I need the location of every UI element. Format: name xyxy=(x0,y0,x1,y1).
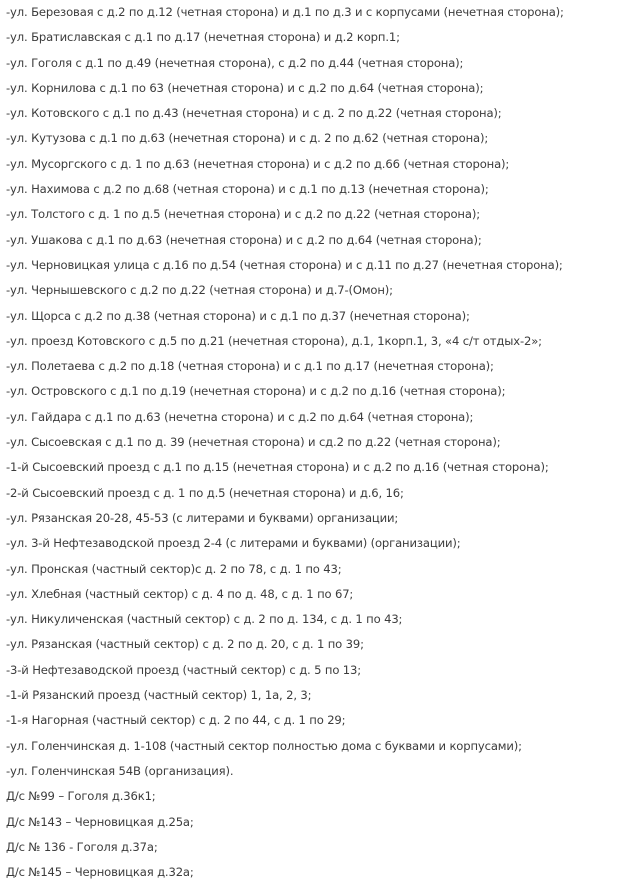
list-item: -ул. Хлебная (частный сектор) с д. 4 по д. 48, с д. 1 по 67; xyxy=(6,586,354,601)
list-item: -1-я Нагорная (частный сектор) с д. 2 по 44, с д. 1 по 29; xyxy=(6,713,346,728)
list-item: -ул. Сысоевская с д.1 по д. 39 (нечетная сторона) и сд.2 по д.22 (четная сторона); xyxy=(6,435,501,450)
list-item: -ул. Голенчинская 54В (организация). xyxy=(6,763,234,778)
list-item: -ул. Братиславская с д.1 по д.17 (нечетная сторона) и д.2 корп.1; xyxy=(6,30,400,45)
list-item: -ул. Нахимова с д.2 по д.68 (четная сторона) и с д.1 по д.13 (нечетная сторона); xyxy=(6,182,489,197)
list-item: -1-й Сысоевский проезд с д.1 по д.15 (нечетная сторона) и с д.2 по д.16 (четная сторона); xyxy=(6,460,549,475)
list-item: -ул. Корнилова с д.1 по 63 (нечетная сторона) и с д.2 по д.64 (четная сторона); xyxy=(6,80,484,95)
list-item: -ул. Мусоргского с д. 1 по д.63 (нечетная сторона) и с д.2 по д.66 (четная сторона); xyxy=(6,156,510,171)
list-item: -ул. Ушакова с д.1 по д.63 (нечетная сторона) и с д.2 по д.64 (четная сторона); xyxy=(6,232,482,247)
kindergarten-item: Д/с №99 – Гоголя д.36к1; xyxy=(6,789,156,804)
list-item: -1-й Рязанский проезд (частный сектор) 1, 1а, 2, 3; xyxy=(6,688,312,703)
list-item: -ул. Березовая с д.2 по д.12 (четная сторона) и д.1 по д.3 и с корпусами (нечетная сторона); xyxy=(6,5,564,19)
list-item: -ул. Гайдара с д.1 по д.63 (нечетна сторона) и с д.2 по д.64 (четная сторона); xyxy=(6,409,474,424)
kindergarten-item: Д/с № 136 - Гоголя д.37а; xyxy=(6,839,158,854)
list-item: -ул. Голенчинская д. 1-108 (частный сектор полностью дома с буквами и корпусами); xyxy=(6,738,522,753)
list-item: -ул. Полетаева с д.2 по д.18 (четная сторона) и с д.1 по д.17 (нечетная сторона); xyxy=(6,359,494,374)
list-item: -3-й Нефтезаводской проезд (частный сектор) с д. 5 по 13; xyxy=(6,662,362,677)
list-item: -ул. Пронская (частный сектор)с д. 2 по 78, с д. 1 по 43; xyxy=(6,561,342,576)
list-item: -ул. проезд Котовского с д.5 по д.21 (нечетная сторона), д.1, 1корп.1, 3, «4 с/т отдых-2»; xyxy=(6,333,542,348)
list-item: -ул. Щорса с д.2 по д.38 (четная сторона) и с д.1 по д.37 (нечетная сторона); xyxy=(6,308,470,323)
list-item: -ул. Гоголя с д.1 по д.49 (нечетная сторона), с д.2 по д.44 (четная сторона); xyxy=(6,55,464,70)
list-item: -ул. Черновицкая улица с д.16 по д.54 (четная сторона) и с д.11 по д.27 (нечетная сторона); xyxy=(6,257,563,272)
list-item: -ул. Рязанская 20-28, 45-53 (с литерами и буквами) организации; xyxy=(6,510,399,525)
list-item: -ул. 3-й Нефтезаводской проезд 2-4 (с литерами и буквами) (организации); xyxy=(6,536,461,551)
kindergarten-item: Д/с №145 – Черновицкая д.32а; xyxy=(6,865,194,880)
list-item: -ул. Кутузова с д.1 по д.63 (нечетная сторона) и с д. 2 по д.62 (четная сторона); xyxy=(6,131,489,146)
list-item: -ул. Никуличенская (частный сектор) с д. 2 по д. 134, с д. 1 по 43; xyxy=(6,612,403,627)
list-item: -ул. Рязанская (частный сектор) с д. 2 по д. 20, с д. 1 по 39; xyxy=(6,637,364,652)
kindergarten-item: Д/с №143 – Черновицкая д.25а; xyxy=(6,814,194,829)
list-item: -2-й Сысоевский проезд с д. 1 по д.5 (нечетная сторона) и д.6, 16; xyxy=(6,485,404,500)
list-item: -ул. Котовского с д.1 по д.43 (нечетная сторона) и с д. 2 по д.22 (четная сторона); xyxy=(6,106,502,121)
list-item: -ул. Толстого с д. 1 по д.5 (нечетная сторона) и с д.2 по д.22 (четная сторона); xyxy=(6,207,480,222)
address-list xyxy=(6,0,618,885)
list-item: -ул. Чернышевского с д.2 по д.22 (четная сторона) и д.7-(Омон); xyxy=(6,283,393,298)
list-item: -ул. Островского с д.1 по д.19 (нечетная сторона) и с д.2 по д.16 (четная сторона); xyxy=(6,384,506,399)
